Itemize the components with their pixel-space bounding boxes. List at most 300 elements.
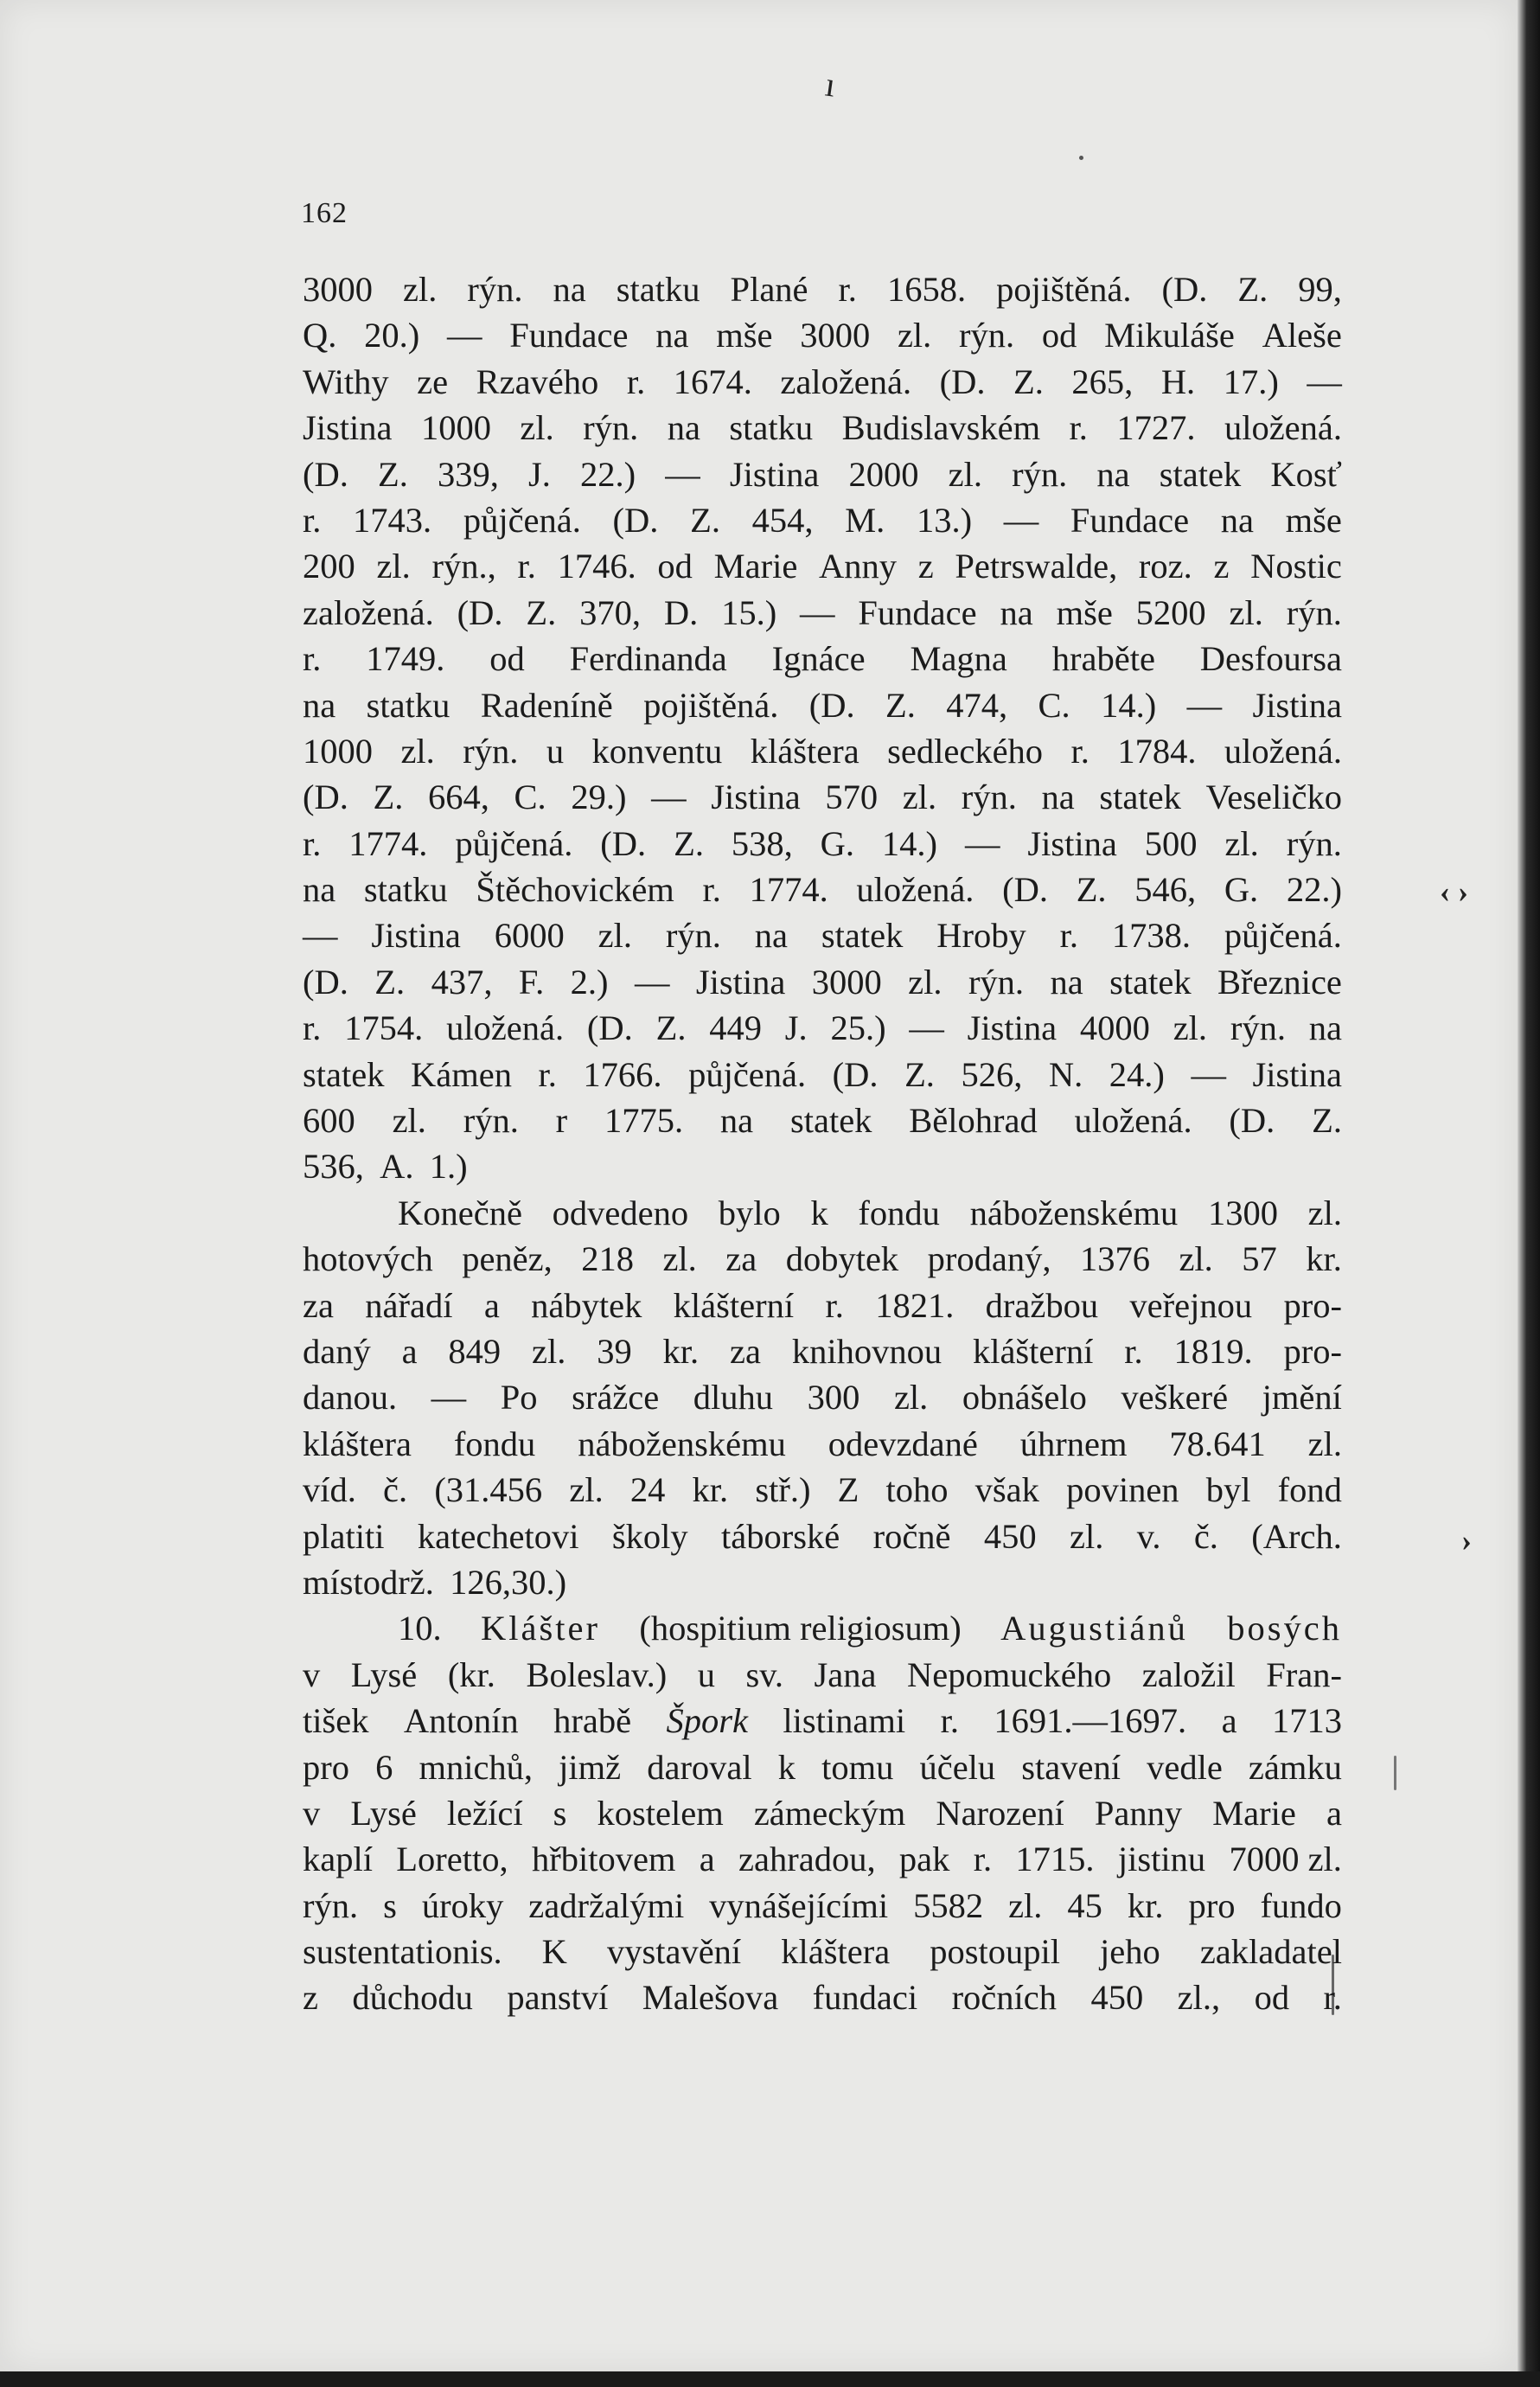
word: sustentationis. <box>303 1932 502 1972</box>
word: 24.) <box>1109 1054 1165 1094</box>
word: Kámen <box>411 1054 512 1094</box>
word: r. <box>1070 731 1090 771</box>
word: konventu <box>591 731 723 771</box>
word: vynášejícími <box>709 1885 889 1925</box>
word: náboženskému <box>969 1193 1179 1232</box>
text-line <box>303 497 1342 543</box>
word: — <box>447 316 482 355</box>
word: Březnice <box>1217 962 1342 1002</box>
word: odvedeno <box>552 1193 689 1232</box>
text-line <box>303 912 1342 958</box>
word: na <box>1220 500 1254 540</box>
word: půjčená. <box>455 823 573 863</box>
word: statek <box>1159 454 1242 494</box>
word: na <box>1000 592 1033 632</box>
word: stř.) <box>755 1470 811 1510</box>
word: r. <box>838 270 857 309</box>
word: D. <box>663 592 699 632</box>
word: knihovnou <box>791 1331 943 1371</box>
word: Konečně <box>398 1193 522 1232</box>
word: u <box>697 1654 715 1694</box>
word: nářadí <box>365 1285 453 1325</box>
word: na <box>1308 1008 1342 1048</box>
word: na <box>667 408 700 448</box>
word: 449 <box>709 1008 762 1048</box>
text-line <box>303 312 1342 358</box>
word: zl. <box>1173 1008 1208 1048</box>
text-line <box>303 774 1342 820</box>
word: Anny <box>819 547 897 586</box>
word: na <box>655 316 689 355</box>
word: Jistina <box>967 1008 1058 1048</box>
word: rýn. <box>1286 592 1342 632</box>
word: Z. <box>373 778 404 817</box>
word: Magna <box>910 639 1007 679</box>
word: rýn. <box>961 778 1017 817</box>
word: Z. <box>690 500 720 540</box>
word: katechetovi <box>417 1516 579 1556</box>
word: kr. <box>1127 1885 1164 1925</box>
text-line <box>303 1421 1342 1467</box>
word: — <box>1186 685 1223 725</box>
word: zl. <box>1307 1424 1342 1463</box>
word: 1738. <box>1111 916 1191 956</box>
word: zadržalými <box>528 1885 685 1925</box>
margin-mark: › <box>1461 1523 1472 1558</box>
word: 126,30.) <box>450 1562 567 1602</box>
word: (D. <box>457 592 503 632</box>
word: K <box>541 1932 567 1972</box>
word: Mikuláše <box>1104 316 1235 355</box>
word: 1774. <box>749 870 828 910</box>
word: G. <box>1224 870 1259 910</box>
word: Nepomuckého <box>907 1654 1112 1694</box>
word: zl. <box>376 547 411 586</box>
word: 29.) <box>571 778 627 817</box>
word: stavení <box>1021 1747 1121 1787</box>
word: C. <box>514 778 546 817</box>
word: 5582 <box>913 1885 984 1925</box>
word: zl. <box>532 1331 566 1371</box>
word: Z. <box>1312 1101 1342 1141</box>
word: a <box>401 1331 418 1371</box>
text-line <box>303 1883 1342 1929</box>
word: prodaný, <box>927 1239 1051 1279</box>
word: bylo <box>718 1193 781 1232</box>
text-line <box>303 1790 1342 1836</box>
word: Z. <box>655 1008 687 1048</box>
word: 664, <box>428 778 489 817</box>
word: na <box>1096 454 1130 494</box>
body-text <box>303 266 1342 2021</box>
word: — <box>634 962 670 1002</box>
word: r. <box>303 500 322 540</box>
word: (D. <box>600 823 647 863</box>
word: r. <box>538 1054 557 1094</box>
word: rýn. <box>968 962 1025 1002</box>
word: k <box>810 1193 828 1232</box>
word: Fundace <box>1070 500 1190 540</box>
word: zl. <box>1229 592 1263 632</box>
word: nábytek <box>531 1285 642 1325</box>
word: Radeníně <box>480 685 613 725</box>
word: na <box>754 916 789 956</box>
word: 4000 <box>1079 1008 1150 1048</box>
word: zl. <box>520 408 554 448</box>
word: ročních <box>951 1978 1058 2018</box>
word: od <box>489 639 525 679</box>
word: veřejnou <box>1129 1285 1253 1325</box>
scan-edge-bottom <box>0 2371 1540 2387</box>
word: účelu <box>919 1747 996 1787</box>
word: G. <box>820 823 855 863</box>
word: kr. <box>692 1470 729 1510</box>
word: 1775. <box>604 1101 684 1141</box>
word: Z. <box>374 962 406 1002</box>
word: 1749. <box>366 639 445 679</box>
word: pro <box>303 1747 349 1787</box>
text-line <box>303 867 1342 912</box>
text-line <box>303 1929 1342 1974</box>
word: ročně <box>872 1516 951 1556</box>
word: Ignáce <box>771 639 866 679</box>
word: 1000 <box>420 408 491 448</box>
word: 1000 <box>303 731 373 771</box>
text-line <box>303 1744 1342 1790</box>
word: 300 <box>807 1378 860 1417</box>
word: (hospitium religiosum) <box>639 1609 962 1648</box>
word: zámku <box>1248 1747 1342 1787</box>
word: 99, <box>1298 270 1342 309</box>
word: odevzdané <box>828 1424 978 1463</box>
word: z <box>917 547 934 586</box>
word: 1766. <box>583 1054 662 1094</box>
word: Jistina <box>1252 685 1342 725</box>
word: Ferdinanda <box>569 639 727 679</box>
word: daný <box>303 1331 371 1371</box>
word: Antonín <box>403 1701 519 1741</box>
word: uložená. <box>856 870 974 910</box>
word: roz. <box>1138 547 1192 586</box>
word: 14.) <box>1101 685 1157 725</box>
word: Jistina <box>303 408 393 448</box>
word: r. <box>1124 1331 1143 1371</box>
word: Veseličko <box>1205 778 1342 817</box>
text-line <box>303 1513 1342 1559</box>
word: fondu <box>453 1424 536 1463</box>
word: vystavění <box>606 1932 742 1972</box>
word: (D. <box>1002 870 1048 910</box>
word: zl. <box>403 270 438 309</box>
word: zl. <box>1179 1239 1213 1279</box>
word: Lysé <box>350 1654 418 1694</box>
text-line <box>303 1098 1342 1143</box>
text-line <box>303 1698 1342 1744</box>
text-line <box>303 451 1342 497</box>
scan-edge-right <box>1518 0 1540 2387</box>
word: u <box>546 731 565 771</box>
word: sv. <box>745 1654 784 1694</box>
word: v <box>303 1793 321 1833</box>
word: 25.) <box>830 1008 886 1048</box>
word: Q. <box>303 316 337 355</box>
word: J. <box>784 1008 808 1048</box>
word: 45 <box>1067 1885 1102 1925</box>
word: zahradou, <box>738 1840 876 1879</box>
word: statek <box>303 1054 385 1094</box>
word: statku <box>363 870 448 910</box>
word: 437, <box>431 962 493 1002</box>
word: 20.) <box>364 316 420 355</box>
text-line <box>303 590 1342 636</box>
word: rýn. <box>583 408 639 448</box>
word: Z. <box>1013 362 1044 401</box>
word: r. <box>303 823 322 863</box>
word: školy <box>611 1516 688 1556</box>
word: od <box>657 547 693 586</box>
word: statek <box>789 1101 872 1141</box>
text-line <box>303 1559 1342 1605</box>
word: Malešova <box>642 1978 779 2018</box>
word: (D. <box>303 778 348 817</box>
word: 39 <box>597 1331 632 1371</box>
word: Z. <box>526 592 557 632</box>
text-line <box>303 1190 1342 1236</box>
word: č. <box>1193 1516 1218 1556</box>
word: — <box>1307 362 1342 401</box>
word: 14.) <box>881 823 938 863</box>
word: — <box>431 1378 467 1417</box>
word: uložená. <box>1224 731 1342 771</box>
ink-mark: ı <box>822 64 839 105</box>
word: od <box>1254 1978 1290 2018</box>
word: r. <box>940 1701 959 1741</box>
word: 454, <box>751 500 814 540</box>
text-line <box>303 1328 1342 1374</box>
word: Štěchovickém <box>476 870 674 910</box>
word: r. <box>303 1008 322 1048</box>
word: N. <box>1048 1054 1083 1094</box>
word: r. <box>702 870 721 910</box>
word: Kosť <box>1270 454 1342 494</box>
word: Hroby <box>936 916 1026 956</box>
word: zl. <box>1224 823 1259 863</box>
word: (D. <box>303 454 348 494</box>
word: r. <box>303 639 322 679</box>
text-line <box>303 1974 1342 2020</box>
word: na <box>303 685 336 725</box>
scan-speck <box>1079 156 1083 160</box>
word: 1727. <box>1116 408 1196 448</box>
word: 1784. <box>1117 731 1197 771</box>
word: mnichů, <box>419 1747 534 1787</box>
word: půjčená. <box>688 1054 807 1094</box>
word: 500 <box>1144 823 1198 863</box>
word: danou. <box>303 1378 398 1417</box>
word: hraběte <box>1051 639 1155 679</box>
word: na <box>1041 778 1075 817</box>
word: 5200 <box>1135 592 1206 632</box>
word: Marie <box>1212 1793 1296 1833</box>
word: fondu <box>858 1193 940 1232</box>
word: zl. <box>400 731 435 771</box>
word: zl. <box>893 1378 929 1417</box>
word: kláštera <box>750 731 859 771</box>
word: uložená. <box>1074 1101 1192 1141</box>
word: srážce <box>572 1378 660 1417</box>
word: z <box>303 1978 318 2018</box>
word: dobytek <box>785 1239 899 1279</box>
word: rýn. <box>1286 823 1342 863</box>
word: za <box>303 1285 334 1325</box>
word: r. <box>517 547 536 586</box>
text-line <box>303 1236 1342 1282</box>
word: 1821. <box>875 1285 955 1325</box>
word: za <box>730 1331 761 1371</box>
word: Špork <box>666 1701 748 1741</box>
word: 78.641 <box>1169 1424 1266 1463</box>
text-line <box>303 1005 1342 1051</box>
word: r. <box>1059 916 1078 956</box>
text-line <box>303 405 1342 451</box>
word: na <box>719 1101 754 1141</box>
word: r <box>555 1101 568 1141</box>
margin-mark: ‹ › <box>1440 874 1468 909</box>
word: statek <box>821 916 904 956</box>
word: listinami <box>783 1701 906 1741</box>
word: panství <box>507 1978 609 2018</box>
word: na <box>303 870 336 910</box>
word: 450 <box>983 1516 1037 1556</box>
text-line <box>303 543 1342 589</box>
word: ležící <box>446 1793 523 1833</box>
word: 7000 zl. <box>1229 1840 1342 1879</box>
word: rýn. <box>1012 454 1068 494</box>
word: J. <box>528 454 551 494</box>
word: hotových <box>303 1239 433 1279</box>
text-line <box>303 728 1342 774</box>
word: 1300 <box>1207 1193 1278 1232</box>
word: 474, <box>946 685 1008 725</box>
word: 1.) <box>429 1147 468 1187</box>
word: — <box>1191 1054 1226 1094</box>
word: 57 <box>1242 1239 1277 1279</box>
word: 570 <box>825 778 879 817</box>
word: 17.) <box>1223 362 1279 401</box>
word: platiti <box>303 1516 385 1556</box>
word: 1746. <box>557 547 636 586</box>
word: rýn. <box>665 916 721 956</box>
word: Klášter <box>481 1609 600 1648</box>
word: 370, <box>579 592 641 632</box>
word: 24 <box>629 1470 666 1510</box>
word: rýn. <box>1230 1008 1286 1048</box>
text-line <box>303 1467 1342 1513</box>
word: jmění <box>1262 1378 1342 1417</box>
word: kr. <box>662 1331 700 1371</box>
word: 22.) <box>580 454 636 494</box>
word: 1691.—1697. <box>994 1701 1187 1741</box>
word: 1376 <box>1079 1239 1150 1279</box>
word: (D. <box>1229 1101 1275 1141</box>
word: sedleckého <box>887 731 1044 771</box>
text-line <box>303 821 1342 867</box>
word: pak <box>898 1840 950 1879</box>
word: mše <box>1285 500 1342 540</box>
word: daroval <box>647 1747 752 1787</box>
word: — <box>1003 500 1039 540</box>
word: založil <box>1141 1654 1236 1694</box>
word: H. <box>1160 362 1196 401</box>
word: táborské <box>721 1516 840 1556</box>
word: za <box>725 1239 757 1279</box>
text-line <box>303 359 1342 405</box>
word: (D. <box>1161 270 1208 309</box>
word: Panny <box>1094 1793 1183 1833</box>
word: (D. <box>612 500 659 540</box>
word: Budislavském <box>841 408 1041 448</box>
word: (31.456 <box>434 1470 543 1510</box>
word: jistinu <box>1117 1840 1206 1879</box>
word: Rzavého <box>476 362 599 401</box>
word: peněz, <box>462 1239 553 1279</box>
word: č. <box>383 1470 408 1510</box>
word: byl <box>1205 1470 1251 1510</box>
word: — <box>665 454 700 494</box>
word: Jistina <box>1027 823 1117 863</box>
word: zl. <box>1307 1193 1342 1232</box>
word: 3000 <box>811 962 882 1002</box>
word: mše <box>716 316 773 355</box>
word: — <box>800 592 835 632</box>
text-line <box>303 682 1342 728</box>
word: toho <box>885 1470 949 1510</box>
word: založená. <box>780 362 912 401</box>
word: povinen <box>1066 1470 1179 1510</box>
word: dluhu <box>693 1378 774 1417</box>
word: r. <box>1323 1978 1342 2018</box>
word: fundaci <box>812 1978 918 2018</box>
text-line <box>303 636 1342 682</box>
word: kláštera <box>303 1424 412 1463</box>
word: 10. <box>398 1609 442 1648</box>
word: pro- <box>1283 1285 1342 1325</box>
word: — <box>909 1008 944 1048</box>
word: 2000 <box>848 454 919 494</box>
word: založená. <box>303 592 434 632</box>
word: Aleše <box>1262 316 1342 355</box>
word: 218 <box>581 1239 634 1279</box>
word: 3000 <box>303 270 373 309</box>
word: Z. <box>1237 270 1268 309</box>
word: Jistina <box>1252 1054 1342 1094</box>
word: 1713 <box>1271 1701 1342 1741</box>
word: 6 <box>375 1747 393 1787</box>
word: zl. <box>662 1239 697 1279</box>
word: místodrž. <box>303 1562 434 1602</box>
word: (Arch. <box>1251 1516 1342 1556</box>
word: klášterní <box>673 1285 795 1325</box>
word: fundo <box>1260 1885 1342 1925</box>
word: hřbitovem <box>531 1840 676 1879</box>
word: statek <box>1109 962 1192 1002</box>
word: 339, <box>438 454 499 494</box>
word: zl. <box>1008 1885 1043 1925</box>
word: postoupil <box>930 1932 1060 1972</box>
word: r. <box>1069 408 1088 448</box>
word: statku <box>616 270 700 309</box>
word: Fundace <box>858 592 977 632</box>
